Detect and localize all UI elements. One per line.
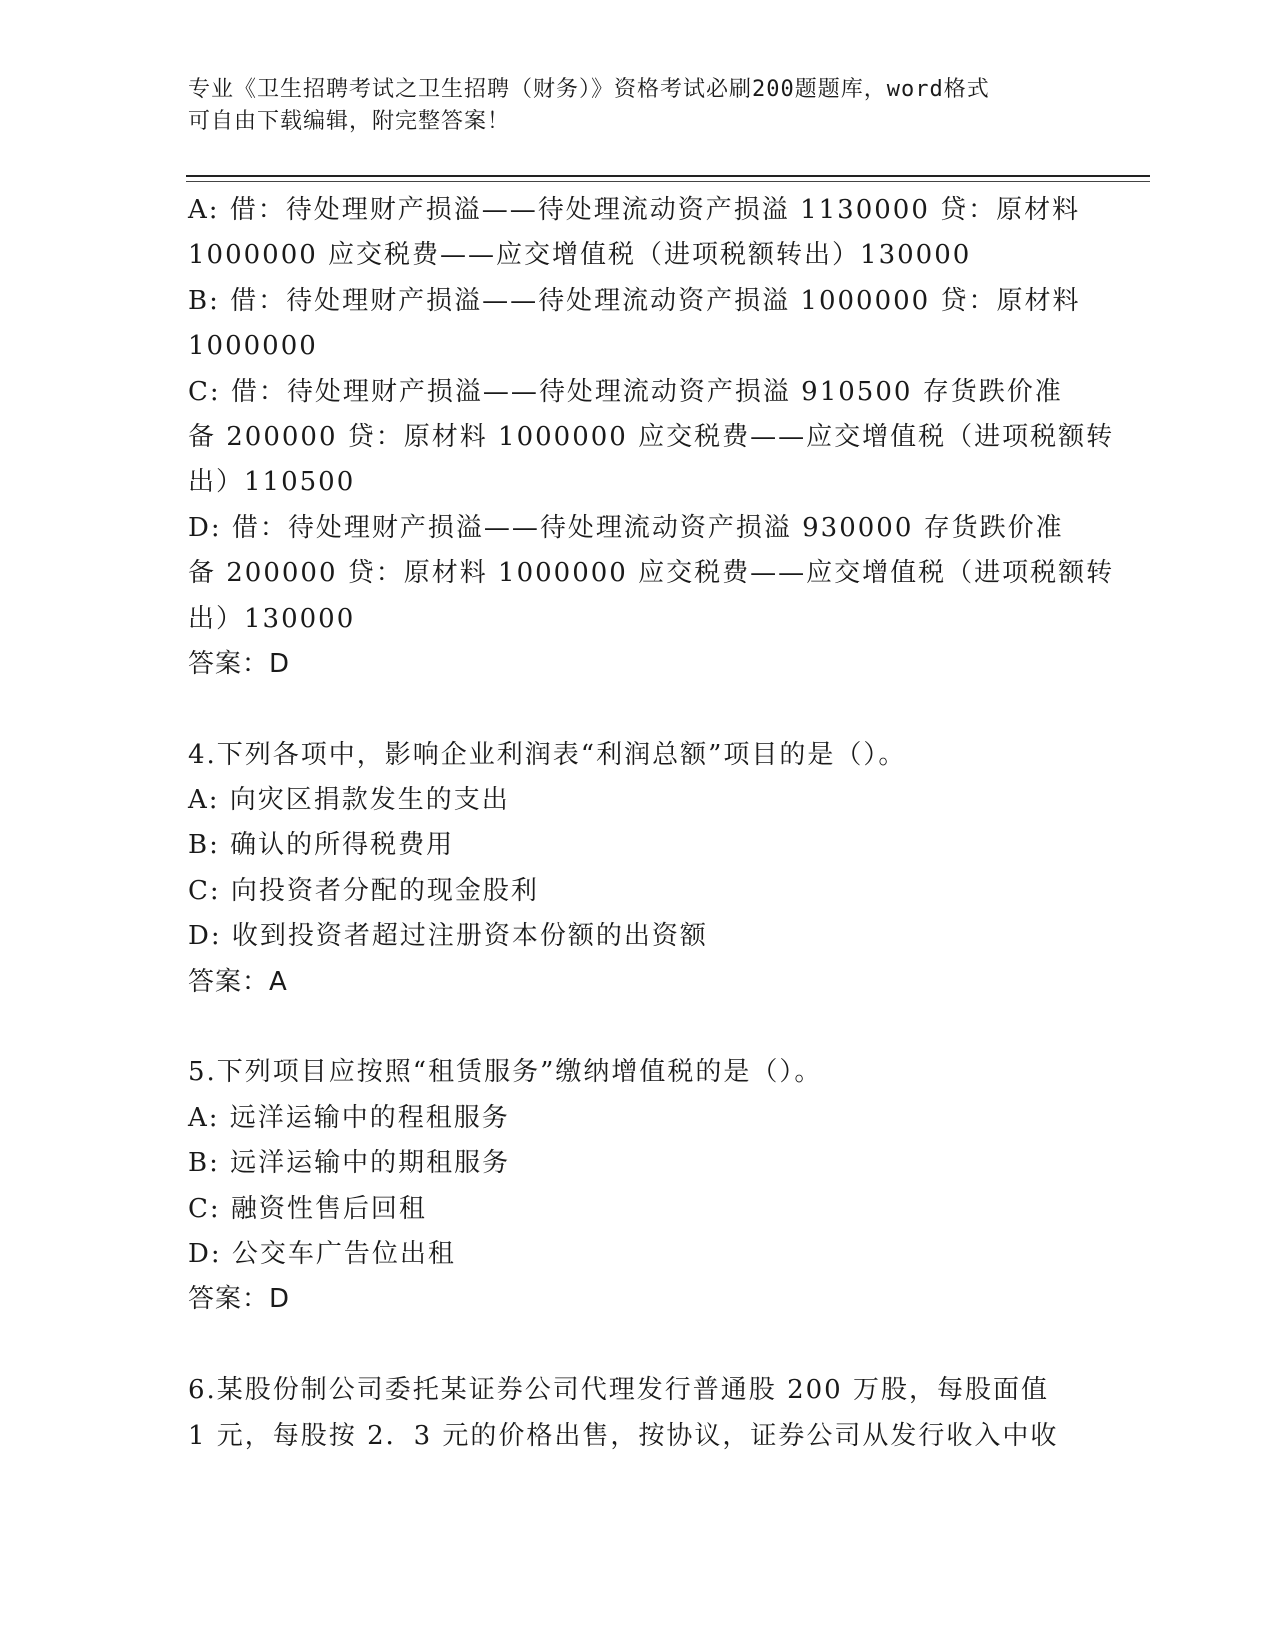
option-a-line: A: 借：待处理财产损溢——待处理流动资产损溢 1130000 贷：原材料 bbox=[188, 195, 1081, 225]
option-a: A: 远洋运输中的程租服务 bbox=[188, 1102, 510, 1133]
option-d: D: 公交车广告位出租 bbox=[188, 1238, 456, 1269]
document-body bbox=[188, 188, 1115, 1459]
answer-line: 答案：A bbox=[188, 966, 288, 997]
option-a: A: 向灾区捐款发生的支出 bbox=[188, 785, 510, 816]
spacer bbox=[188, 687, 1088, 732]
question-5 bbox=[188, 1050, 1088, 1322]
option-d-line: 备 200000 贷：原材料 1000000 应交税费——应交增值税（进项税额转 bbox=[188, 558, 1115, 589]
answer-line: 答案：D bbox=[188, 1284, 291, 1315]
option-c-line: 备 200000 贷：原材料 1000000 应交税费——应交增值税（进项税额转 bbox=[188, 421, 1115, 452]
question-6 bbox=[188, 1368, 1088, 1459]
question-4 bbox=[188, 733, 1088, 1005]
spacer bbox=[188, 1323, 1088, 1368]
option-d-line: D: 借：待处理财产损溢——待处理流动资产损溢 930000 存货跌价准 bbox=[188, 512, 1064, 543]
option-d-line: 出）130000 bbox=[188, 603, 356, 634]
header-title-line-1: 专业《卫生招聘考试之卫生招聘（财务）》资格考试必刷200题题库，word格式 bbox=[188, 77, 990, 102]
option-b-line: 1000000 bbox=[188, 331, 318, 362]
page-header bbox=[188, 74, 1068, 138]
option-c-line: C: 借：待处理财产损溢——待处理流动资产损溢 910500 存货跌价准 bbox=[188, 376, 1063, 407]
question-stem: 4.下列各项中，影响企业利润表“利润总额”项目的是（）。 bbox=[188, 739, 907, 770]
answer-line: 答案：D bbox=[188, 648, 291, 679]
header-divider-thin bbox=[186, 181, 1150, 182]
question-stem: 5.下列项目应按照“租赁服务”缴纳增值税的是（）。 bbox=[188, 1057, 823, 1088]
option-c: C: 融资性售后回租 bbox=[188, 1193, 427, 1224]
header-title-line-2: 可自由下载编辑，附完整答案！ bbox=[188, 109, 511, 134]
option-b: B: 远洋运输中的期租服务 bbox=[188, 1148, 511, 1179]
header-divider-thick bbox=[186, 175, 1150, 177]
question-3-options bbox=[188, 188, 1115, 687]
option-c-line: 出）110500 bbox=[188, 467, 356, 498]
question-stem-line: 6.某股份制公司委托某证券公司代理发行普通股 200 万股，每股面值 bbox=[188, 1375, 1049, 1406]
option-a-line: 1000000 应交税费——应交增值税（进项税额转出）130000 bbox=[188, 240, 972, 271]
option-b: B: 确认的所得税费用 bbox=[188, 830, 455, 861]
option-b-line: B: 借：待处理财产损溢——待处理流动资产损溢 1000000 贷：原材料 bbox=[188, 285, 1081, 316]
question-stem-line: 1 元，每股按 2．3 元的价格出售，按协议，证券公司从发行收入中收 bbox=[188, 1420, 1059, 1451]
option-c: C: 向投资者分配的现金股利 bbox=[188, 875, 539, 906]
option-d: D: 收到投资者超过注册资本份额的出资额 bbox=[188, 921, 708, 952]
spacer bbox=[188, 1005, 1088, 1050]
